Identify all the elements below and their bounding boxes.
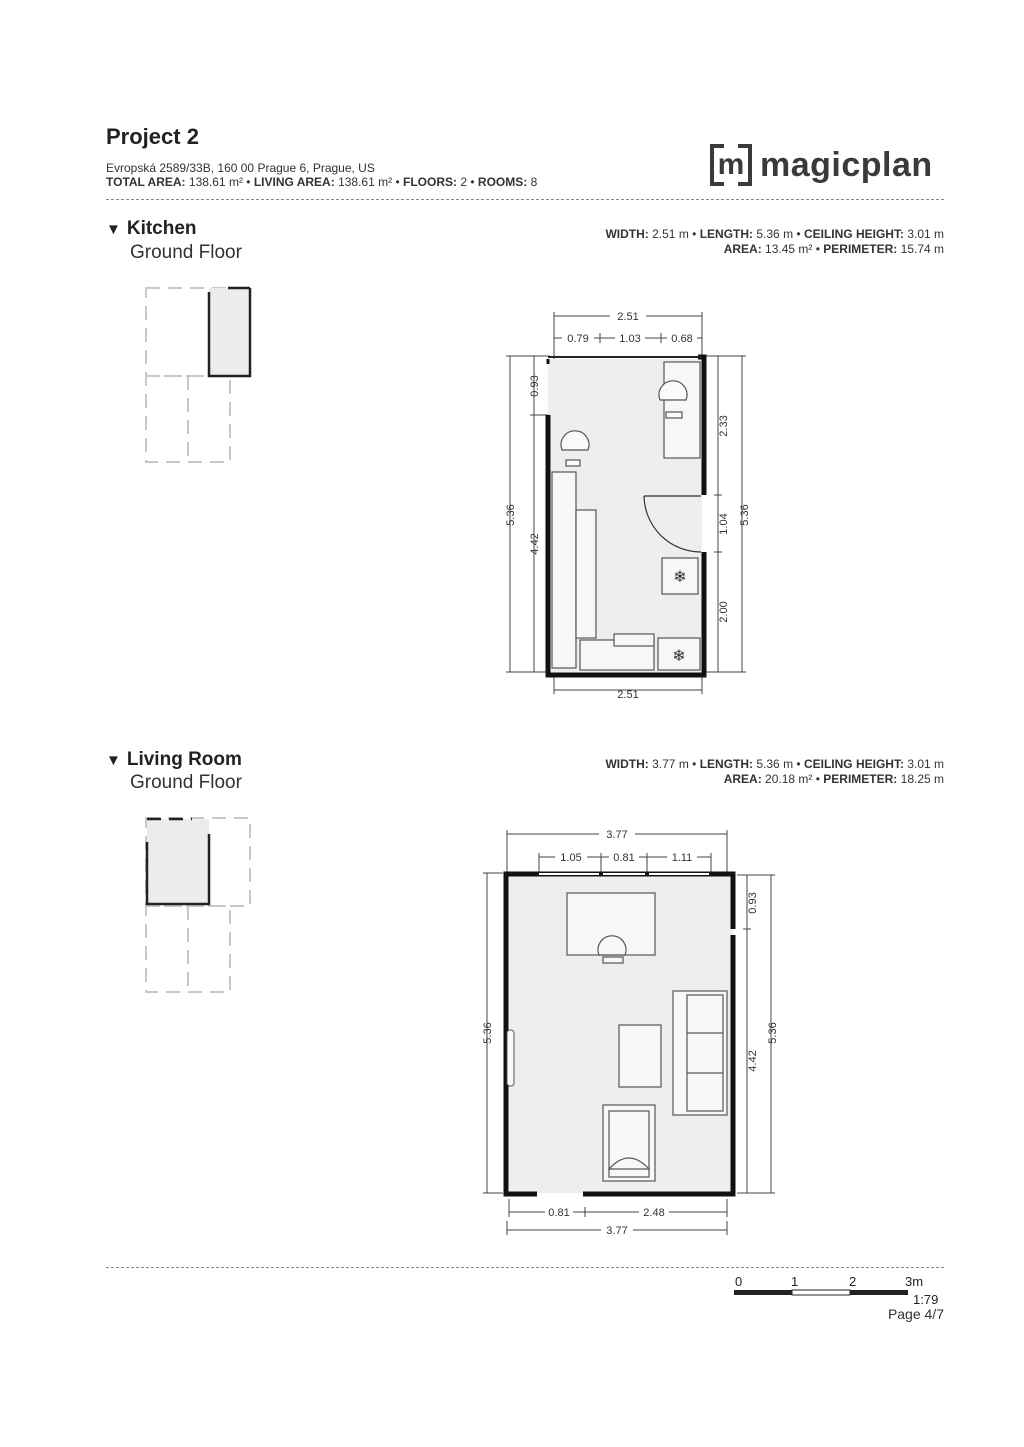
project-address: Evropská 2589/33B, 160 00 Prague 6, Prague, US: [106, 161, 375, 175]
scale-tick-0: 0: [735, 1274, 743, 1289]
dim-top-a: 1.05: [560, 852, 582, 864]
magicplan-logo: [710, 141, 933, 189]
living-area-label: LIVING AREA:: [253, 175, 335, 189]
dim-bottom-total: 2.51: [617, 689, 639, 701]
total-area-value: 138.61 m²: [188, 175, 243, 189]
footer-divider: [106, 1267, 944, 1268]
kitchen-area: 13.45 m²: [765, 242, 813, 256]
snowflake-icon: ❄: [673, 569, 687, 586]
dim-bottom-total: 3.77: [606, 1225, 628, 1237]
dim-top-total: 2.51: [617, 311, 639, 323]
dim-bottom-a: 0.81: [548, 1207, 570, 1219]
dim-right-total: 5.36: [767, 1022, 779, 1044]
kitchen-width: 2.51 m: [652, 227, 689, 241]
dim-right-b: 4.42: [747, 1050, 759, 1072]
living-width: 3.77 m: [652, 757, 689, 771]
collapse-triangle-icon: ▼: [106, 752, 121, 769]
header-divider: [106, 199, 944, 200]
page-number: Page 4/7: [887, 1306, 944, 1322]
dim-top-c: 0.68: [671, 333, 693, 345]
dim-right-a: 2.33: [718, 415, 730, 437]
collapse-triangle-icon: ▼: [106, 221, 121, 238]
dim-top-total: 3.77: [606, 829, 628, 841]
floors-value: 2: [460, 175, 468, 189]
living-room-floor-plan: [475, 825, 785, 1245]
dim-left-b: 4.42: [529, 533, 541, 555]
dim-top-b: 1.03: [619, 333, 641, 345]
dim-right-a: 0.93: [747, 892, 759, 914]
rooms-value: 8: [530, 175, 538, 189]
room-floor-kitchen: Ground Floor: [130, 242, 242, 263]
room-floor-living-room: Ground Floor: [130, 772, 242, 793]
scale-ratio: 1:79: [913, 1292, 939, 1307]
room-specs-living-room: WIDTH: 3.77 m • LENGTH: 5.36 m • CEILING HEIGHT: 3.01 m AREA: 20.18 m² • PERIMETER: 18.25 m: [605, 757, 944, 786]
dim-top-b: 0.81: [613, 852, 635, 864]
kitchen-perimeter: 15.74 m: [900, 242, 944, 256]
dim-top-a: 0.79: [567, 333, 589, 345]
living-perimeter: 18.25 m: [900, 772, 944, 786]
room-title-living-room: ▼ Living Room: [106, 749, 242, 770]
scale-tick-2: 2: [849, 1274, 857, 1289]
dim-left-total: 5.36: [505, 504, 517, 526]
snowflake-icon: ❄: [672, 648, 686, 665]
dim-right-c: 2.00: [718, 601, 730, 623]
living-room-locator-map: [140, 812, 260, 998]
logo-wordmark: magicplan: [760, 145, 933, 184]
dim-top-c: 1.11: [671, 852, 693, 864]
project-title: Project 2: [106, 124, 199, 149]
living-length: 5.36 m: [756, 757, 794, 771]
dim-left-total: 5.36: [482, 1022, 494, 1044]
rooms-label: ROOMS:: [477, 175, 528, 189]
scale-tick-3: 3m: [905, 1274, 924, 1289]
dim-bottom-b: 2.48: [643, 1207, 665, 1219]
dim-left-a: 0.93: [529, 375, 541, 397]
floors-label: FLOORS:: [402, 175, 457, 189]
total-area-label: TOTAL AREA:: [106, 175, 186, 189]
scale-bar: [733, 1273, 945, 1333]
logo-mark: m: [710, 144, 752, 186]
living-area: 20.18 m²: [765, 772, 813, 786]
dim-right-total: 5.36: [739, 504, 751, 526]
dim-right-b: 1.04: [718, 513, 730, 535]
project-totals: TOTAL AREA: 138.61 m² • LIVING AREA: 138.61 m² • FLOORS: 2 • ROOMS: 8: [106, 175, 538, 189]
living-area-value: 138.61 m²: [338, 175, 393, 189]
kitchen-length: 5.36 m: [756, 227, 794, 241]
room-title-kitchen: ▼ Kitchen: [106, 218, 197, 239]
scale-tick-1: 1: [791, 1274, 799, 1289]
kitchen-ceiling: 3.01 m: [907, 227, 944, 241]
room-specs-kitchen: WIDTH: 2.51 m • LENGTH: 5.36 m • CEILING HEIGHT: 3.01 m AREA: 13.45 m² • PERIMETER: 15.74 m: [605, 227, 944, 256]
kitchen-floor-plan: [490, 300, 770, 710]
kitchen-locator-map: [140, 282, 260, 468]
living-ceiling: 3.01 m: [907, 757, 944, 771]
